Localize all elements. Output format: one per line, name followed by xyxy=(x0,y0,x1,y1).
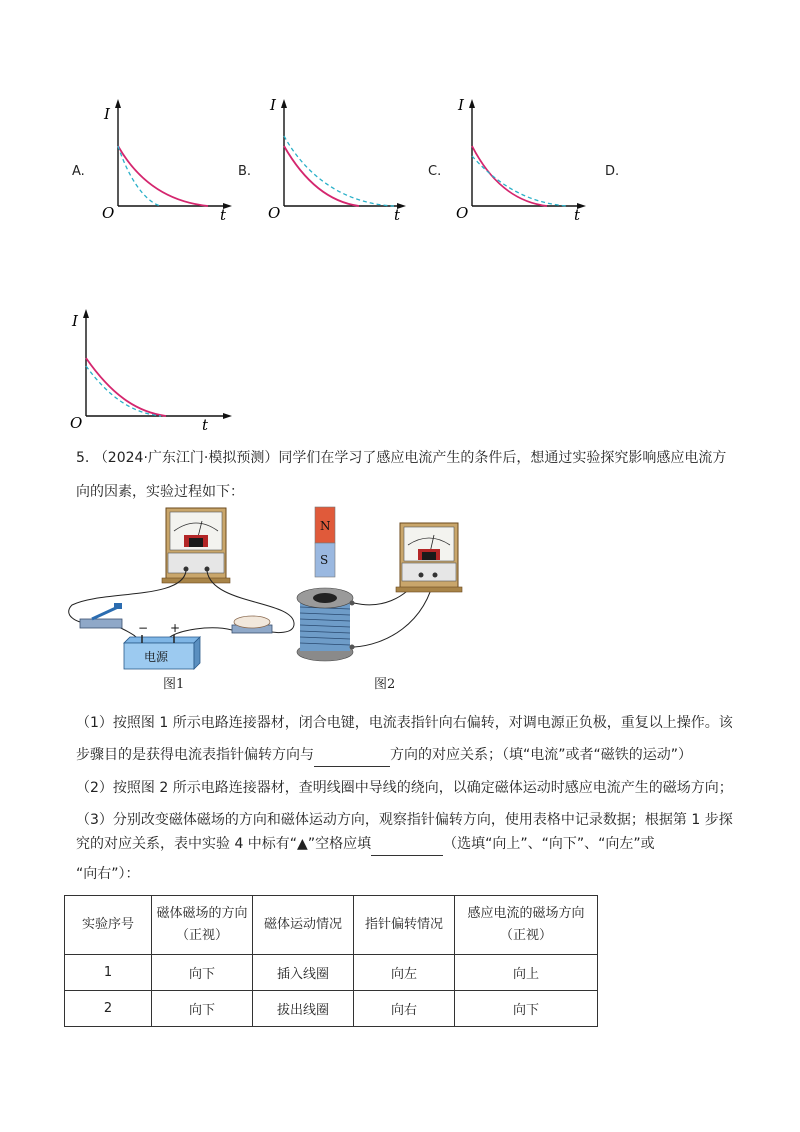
step1-text-a: 步骤目的是获得电流表指针偏转方向与 xyxy=(76,747,314,763)
battery-minus-label: − xyxy=(138,621,149,635)
header-text: 磁体运动情况 xyxy=(263,917,342,932)
data-table xyxy=(64,895,598,1027)
x-label: t xyxy=(202,416,209,434)
table-cell: 插入线圈 xyxy=(253,955,354,991)
table-header-row xyxy=(65,896,598,955)
header-magnet-motion xyxy=(253,896,354,955)
table-row xyxy=(65,955,598,991)
y-axis-arrow xyxy=(115,99,121,108)
graph-a xyxy=(98,96,238,226)
solid-curve xyxy=(472,146,547,206)
y-axis-arrow xyxy=(83,309,89,318)
step1-answer-blank[interactable] xyxy=(314,744,390,767)
option-a-label[interactable]: A. xyxy=(72,164,85,179)
header-text: 感应电流的磁场方向 xyxy=(467,906,585,921)
step2-line: （2）按照图 2 所示电路连接器材，查明线圈中导线的绕向，以确定磁体运动时感应电流产生的磁场方向； xyxy=(76,780,733,796)
battery-label: 电源 xyxy=(144,650,169,664)
y-label: I xyxy=(458,96,464,114)
step3-answer-blank[interactable] xyxy=(371,833,443,856)
header-text: （正视） xyxy=(499,928,552,943)
origin-label: O xyxy=(268,204,281,222)
question-intro-line1 xyxy=(76,447,726,469)
option-b-label[interactable]: B. xyxy=(238,164,252,179)
question-source: （2024·广东江门·模拟预测） xyxy=(93,450,279,466)
graph-d xyxy=(66,306,246,436)
x-label: t xyxy=(574,206,581,224)
header-pointer-deflection xyxy=(354,896,455,955)
figure-1-circuit xyxy=(62,505,302,675)
x-label: t xyxy=(394,206,401,224)
y-label: I xyxy=(104,105,110,123)
origin-label: O xyxy=(102,204,115,222)
battery xyxy=(124,621,200,669)
header-text: 实验序号 xyxy=(81,917,134,932)
step3-line3: “向右”）： xyxy=(76,866,140,882)
figure-2-coil xyxy=(290,505,470,675)
header-magnet-field-direction xyxy=(152,896,253,955)
origin-label: O xyxy=(456,204,469,222)
solid-curve xyxy=(118,146,208,206)
table-cell: 2 xyxy=(65,991,152,1027)
header-induced-field-direction xyxy=(455,896,598,955)
magnet-s-label: S xyxy=(320,553,329,567)
step3-line1: （3）分别改变磁体磁场的方向和磁体运动方向，观察指针偏转方向，使用表格中记录数据；根据第 1 步探 xyxy=(76,812,733,828)
question-intro-line2: 向的因素，实验过程如下： xyxy=(76,484,244,500)
y-axis-arrow xyxy=(281,99,287,108)
y-label: I xyxy=(270,96,276,114)
question-number: 5. xyxy=(76,450,90,466)
table-cell: 向下 xyxy=(455,991,598,1027)
header-experiment-no xyxy=(65,896,152,955)
resistor xyxy=(232,616,272,633)
graph-b xyxy=(264,96,414,226)
y-label: I xyxy=(72,312,78,330)
table-cell: 拔出线圈 xyxy=(253,991,354,1027)
bar-magnet xyxy=(315,507,335,577)
step3-text-b: （选填“向上”、“向下”、“向左”或 xyxy=(443,836,655,852)
x-axis-arrow xyxy=(223,413,232,419)
origin-label: O xyxy=(70,414,83,432)
solid-curve xyxy=(284,146,359,206)
graph-c xyxy=(452,96,602,226)
step1-line2 xyxy=(76,744,692,767)
table-cell: 1 xyxy=(65,955,152,991)
galvanometer-1 xyxy=(162,508,230,583)
battery-plus-label: + xyxy=(170,621,181,635)
switch xyxy=(80,603,122,628)
figure-1-caption: 图1 xyxy=(163,677,185,692)
x-label: t xyxy=(220,206,227,224)
table-row xyxy=(65,991,598,1027)
figure-2-caption: 图2 xyxy=(374,677,396,692)
solid-curve xyxy=(86,358,166,416)
question-intro-text: 同学们在学习了感应电流产生的条件后，想通过实验探究影响感应电流方 xyxy=(278,450,727,466)
option-c-label[interactable]: C. xyxy=(428,164,442,179)
table-cell: 向下 xyxy=(152,991,253,1027)
table-cell: 向右 xyxy=(354,991,455,1027)
option-d-label[interactable]: D. xyxy=(605,164,620,179)
step1-text-b: 方向的对应关系；（填“电流”或者“磁铁的运动”） xyxy=(390,747,693,763)
header-text: （正视） xyxy=(175,928,228,943)
magnet-n-label: N xyxy=(320,519,331,533)
step3-text-a: 究的对应关系，表中实验 4 中标有“▲”空格应填 xyxy=(76,836,372,852)
step3-line2 xyxy=(76,833,655,856)
header-text: 磁体磁场的方向 xyxy=(156,906,248,921)
header-text: 指针偏转情况 xyxy=(364,917,443,932)
coil xyxy=(297,588,355,661)
step1-line1: （1）按照图 1 所示电路连接器材，闭合电键，电流表指针向右偏转，对调电源正负极，重复以上操作。该 xyxy=(76,715,733,731)
table-cell: 向上 xyxy=(455,955,598,991)
galvanometer-2 xyxy=(396,523,462,592)
table-cell: 向下 xyxy=(152,955,253,991)
y-axis-arrow xyxy=(469,99,475,108)
table-cell: 向左 xyxy=(354,955,455,991)
